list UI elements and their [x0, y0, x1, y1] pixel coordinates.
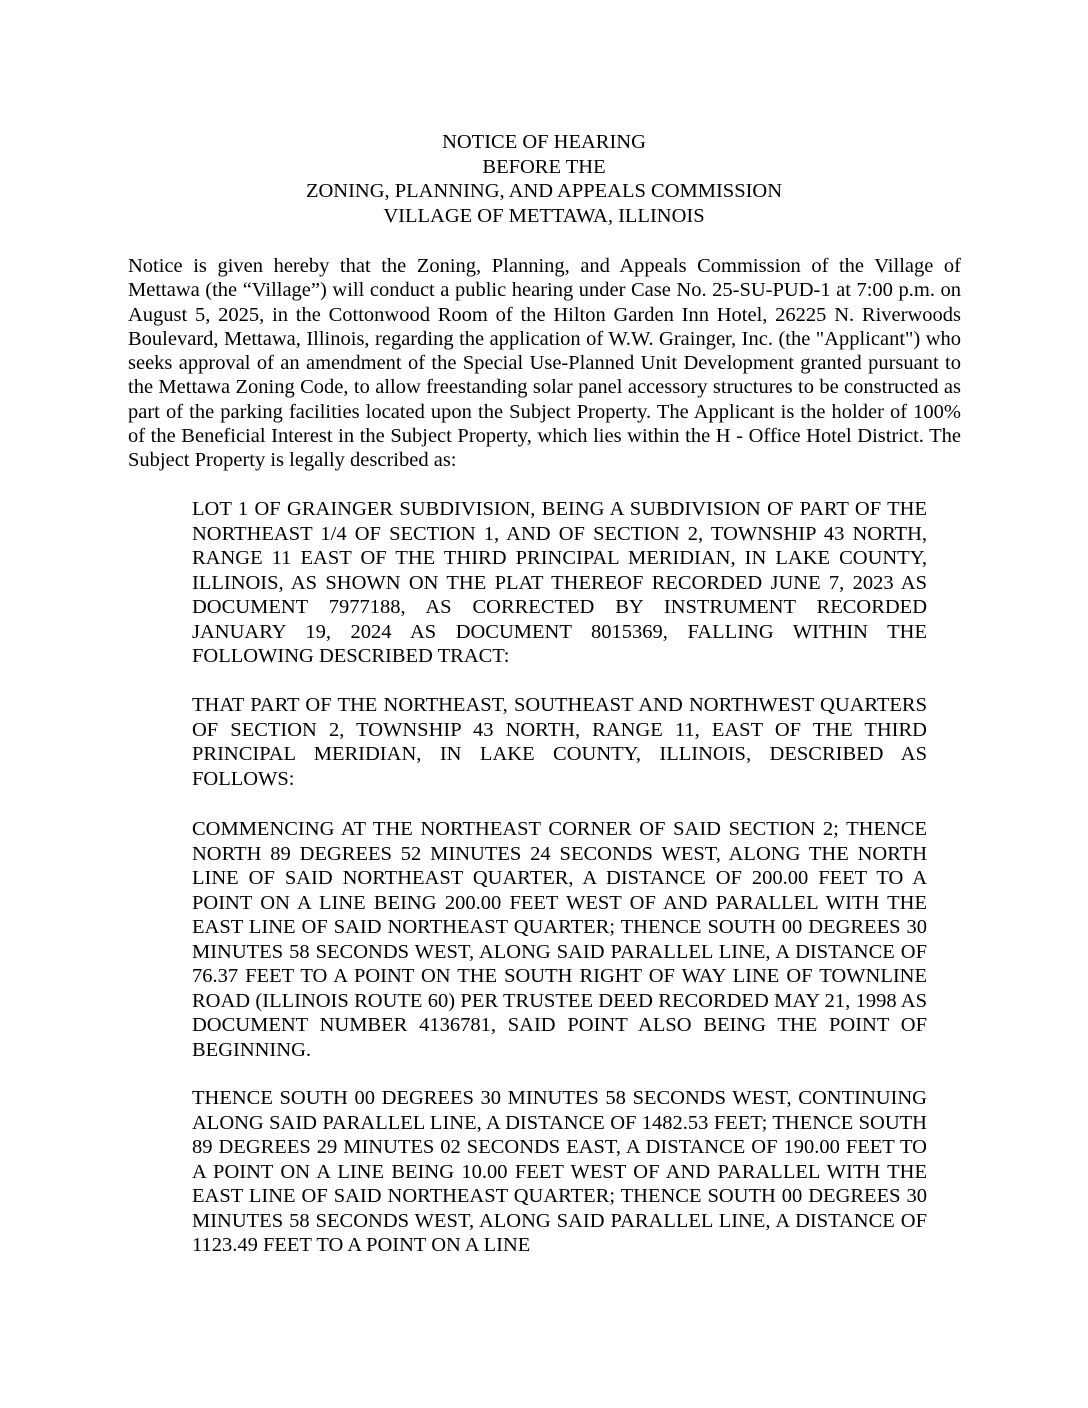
legal-description-commencing: COMMENCING AT THE NORTHEAST CORNER OF SAID SECTION 2; THENCE NORTH 89 DEGREES 52 MINUTES 24 SECONDS WEST, ALONG THE NORTH LINE OF SAID NORTHEAST QUARTER, A DISTANCE OF 200.00 FEET TO A POINT ON A LINE BEING 200.00 FEET WEST OF AND PARALLEL WITH THE EAST LINE OF SAID NORTHEAST QUARTER; THENCE SOUTH 00 DEGREES 30 MINUTES 58 SECONDS WEST, ALONG SAID PARALLEL LINE, A DISTANCE OF 76.37 FEET TO A POINT ON THE SOUTH RIGHT OF WAY LINE OF TOWNLINE ROAD (ILLINOIS ROUTE 60) PER TRUSTEE DEED RECORDED MAY 21, 1998 AS DOCUMENT NUMBER 4136781, SAID POINT ALSO BEING THE POINT OF BEGINNING.: [192, 818, 927, 1061]
header-subtitle: BEFORE THE: [482, 155, 606, 178]
legal-description-lot: LOT 1 OF GRAINGER SUBDIVISION, BEING A SUBDIVISION OF PART OF THE NORTHEAST 1/4 OF SECTION 1, AND OF SECTION 2, TOWNSHIP 43 NORTH, RANGE 11 EAST OF THE THIRD PRINCIPAL MERIDIAN, IN LAKE COUNTY, ILLINOIS, AS SHOWN ON THE PLAT THEREOF RECORDED JUNE 7, 2023 AS DOCUMENT 7977188, AS CORRECTED BY INSTRUMENT RECORDED JANUARY 19, 2024 AS DOCUMENT 8015369, FALLING WITHIN THE FOLLOWING DESCRIBED TRACT:: [192, 498, 927, 667]
legal-description-thence: THENCE SOUTH 00 DEGREES 30 MINUTES 58 SECONDS WEST, CONTINUING ALONG SAID PARALLEL LINE, A DISTANCE OF 1482.53 FEET; THENCE SOUTH 89 DEGREES 29 MINUTES 02 SECONDS EAST, A DISTANCE OF 190.00 FEET TO A POINT ON A LINE BEING 10.00 FEET WEST OF AND PARALLEL WITH THE EAST LINE OF SAID NORTHEAST QUARTER; THENCE SOUTH 00 DEGREES 30 MINUTES 58 SECONDS WEST, ALONG SAID PARALLEL LINE, A DISTANCE OF 1123.49 FEET TO A POINT ON A LINE: [192, 1087, 927, 1256]
intro-paragraph: Notice is given hereby that the Zoning, Planning, and Appeals Commission of the Village of Mettawa (the “Village”) will conduct a public hearing under Case No. 25-SU-PUD-1 at 7:00 p.m. on August 5, 2025, in the Cottonwood Room of the Hilton Garden Inn Hotel, 26225 N. Riverwoods Boulevard, Mettawa, Illinois, regarding the application of W.W. Grainger, Inc. (the "Applicant") who seeks approval of an amendment of the Special Use-Planned Unit Development granted pursuant to the Mettawa Zoning Code, to allow freestanding solar panel accessory structures to be constructed as part of the parking facilities located upon the Subject Property. The Applicant is the holder of 100% of the Beneficial Interest in the Subject Property, which lies within the H - Office Hotel District. The Subject Property is legally described as:: [128, 255, 961, 472]
header-village: VILLAGE OF METTAWA, ILLINOIS: [383, 204, 705, 227]
legal-description-tract: THAT PART OF THE NORTHEAST, SOUTHEAST AND NORTHWEST QUARTERS OF SECTION 2, TOWNSHIP 43 NORTH, RANGE 11, EAST OF THE THIRD PRINCIPAL MERIDIAN, IN LAKE COUNTY, ILLINOIS, DESCRIBED AS FOLLOWS:: [192, 694, 927, 790]
notice-header: [0, 130, 1088, 228]
header-title: NOTICE OF HEARING: [442, 131, 646, 153]
header-commission: ZONING, PLANNING, AND APPEALS COMMISSION: [305, 180, 783, 202]
